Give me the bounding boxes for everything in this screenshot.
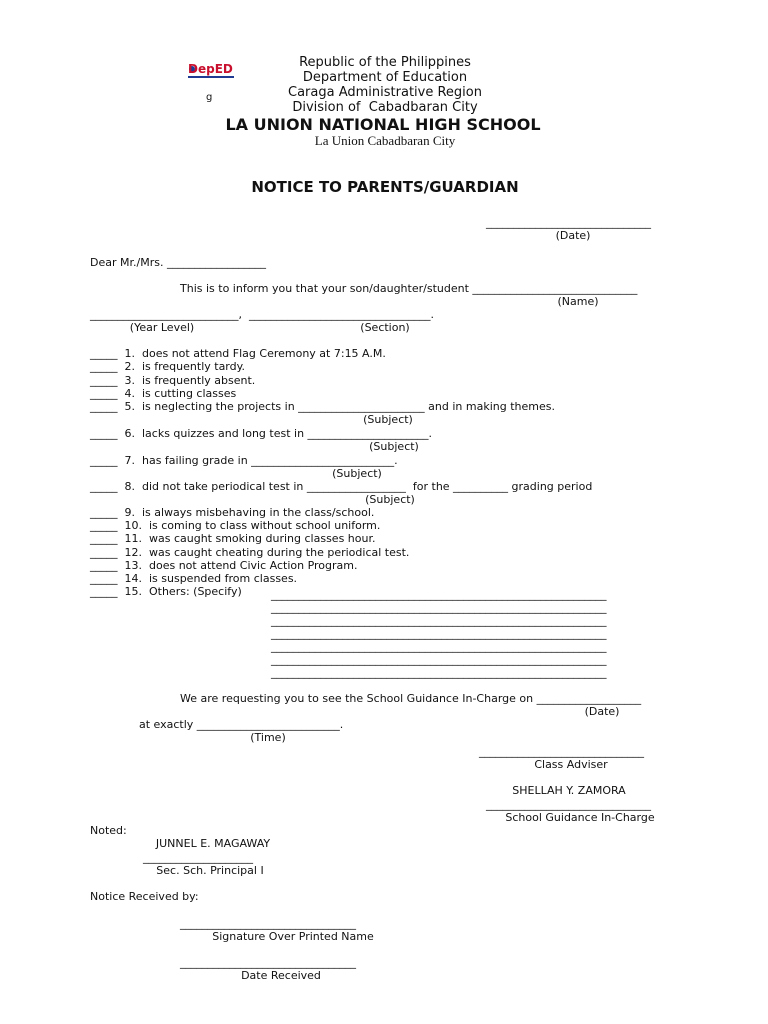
adviser-line: ______________________________	[479, 745, 644, 758]
item-14: _____ 14. is suspended from classes.	[90, 572, 298, 585]
request-text: We are requesting you to see the School Guidance In-Charge on ___________________	[180, 692, 642, 705]
item-1: _____ 1. does not attend Flag Ceremony at 7:15 A.M.	[90, 347, 386, 360]
guidance-label: School Guidance In-Charge	[505, 811, 655, 824]
others-line-1: _____________________________________________________________	[271, 588, 607, 601]
header-department: Department of Education	[302, 70, 468, 85]
principal-title: Sec. Sch. Principal I	[156, 864, 264, 877]
item-2: _____ 2. is frequently tardy.	[90, 360, 246, 373]
signature-line: ________________________________	[180, 917, 356, 930]
date-received-label: Date Received	[241, 969, 321, 982]
item-4: _____ 4. is cutting classes	[90, 387, 237, 400]
received-label: Notice Received by:	[90, 890, 199, 903]
subject-label-8: (Subject)	[365, 493, 415, 506]
item-9: _____ 9. is always misbehaving in the class/school.	[90, 506, 375, 519]
item-10: _____ 10. is coming to class without school uniform.	[90, 519, 381, 532]
signature-label: Signature Over Printed Name	[212, 930, 374, 943]
others-line-2: _____________________________________________________________	[271, 601, 607, 614]
item-11: _____ 11. was caught smoking during classes hour.	[90, 532, 376, 545]
intro-text: This is to inform you that your son/daughter/student ______________________________	[180, 282, 638, 295]
noted-label: Noted:	[90, 824, 127, 837]
others-line-6: _____________________________________________________________	[271, 653, 607, 666]
subject-label-6: (Subject)	[369, 440, 419, 453]
name-label: (Name)	[557, 295, 599, 308]
item-3: _____ 3. is frequently absent.	[90, 374, 256, 387]
guidance-name: SHELLAH Y. ZAMORA	[512, 784, 626, 797]
request-time-line: at exactly __________________________.	[139, 718, 344, 731]
date-label: (Date)	[555, 229, 591, 242]
request-time-label: (Time)	[250, 731, 286, 744]
request-date-label: (Date)	[584, 705, 620, 718]
principal-line: ____________________	[143, 851, 253, 864]
subject-label-5: (Subject)	[363, 413, 413, 426]
date-line: ______________________________	[486, 216, 651, 229]
item-12: _____ 12. was caught cheating during the periodical test.	[90, 546, 410, 559]
guidance-line: ______________________________	[486, 798, 651, 811]
deped-logo-icon	[186, 58, 238, 80]
header-republic: Republic of the Philippines	[299, 55, 471, 70]
page-title: NOTICE TO PARENTS/GUARDIAN	[251, 178, 519, 196]
year-level-label: (Year Level)	[129, 321, 195, 334]
principal-name: JUNNEL E. MAGAWAY	[155, 837, 271, 850]
school-address: La Union Cabadbaran City	[314, 133, 456, 148]
school-name: LA UNION NATIONAL HIGH SCHOOL	[225, 115, 541, 134]
header-division: Division of Cabadbaran City	[292, 100, 478, 115]
others-line-3: _____________________________________________________________	[271, 614, 607, 627]
item-15: _____ 15. Others: (Specify)	[90, 585, 242, 598]
item-13: _____ 13. does not attend Civic Action Program.	[90, 559, 358, 572]
salutation: Dear Mr./Mrs. __________________	[90, 256, 266, 269]
logo-text: DepED	[188, 62, 233, 76]
adviser-label: Class Adviser	[534, 758, 608, 771]
header-region: Caraga Administrative Region	[288, 85, 482, 100]
item-8: _____ 8. did not take periodical test in __________________ for the __________ grading period	[90, 480, 593, 493]
stray-char: g	[206, 92, 213, 103]
item-6: _____ 6. lacks quizzes and long test in ______________________.	[90, 427, 433, 440]
others-line-5: _____________________________________________________________	[271, 640, 607, 653]
item-5: _____ 5. is neglecting the projects in _______________________ and in making themes.	[90, 400, 555, 413]
section-label: (Section)	[360, 321, 410, 334]
date-received-line: ________________________________	[180, 956, 356, 969]
item-7: _____ 7. has failing grade in __________________________.	[90, 454, 398, 467]
year-section-lines: ___________________________, _________________________________.	[90, 308, 434, 321]
subject-label-7: (Subject)	[332, 467, 382, 480]
others-line-4: _____________________________________________________________	[271, 627, 607, 640]
others-line-7: _____________________________________________________________	[271, 666, 607, 679]
